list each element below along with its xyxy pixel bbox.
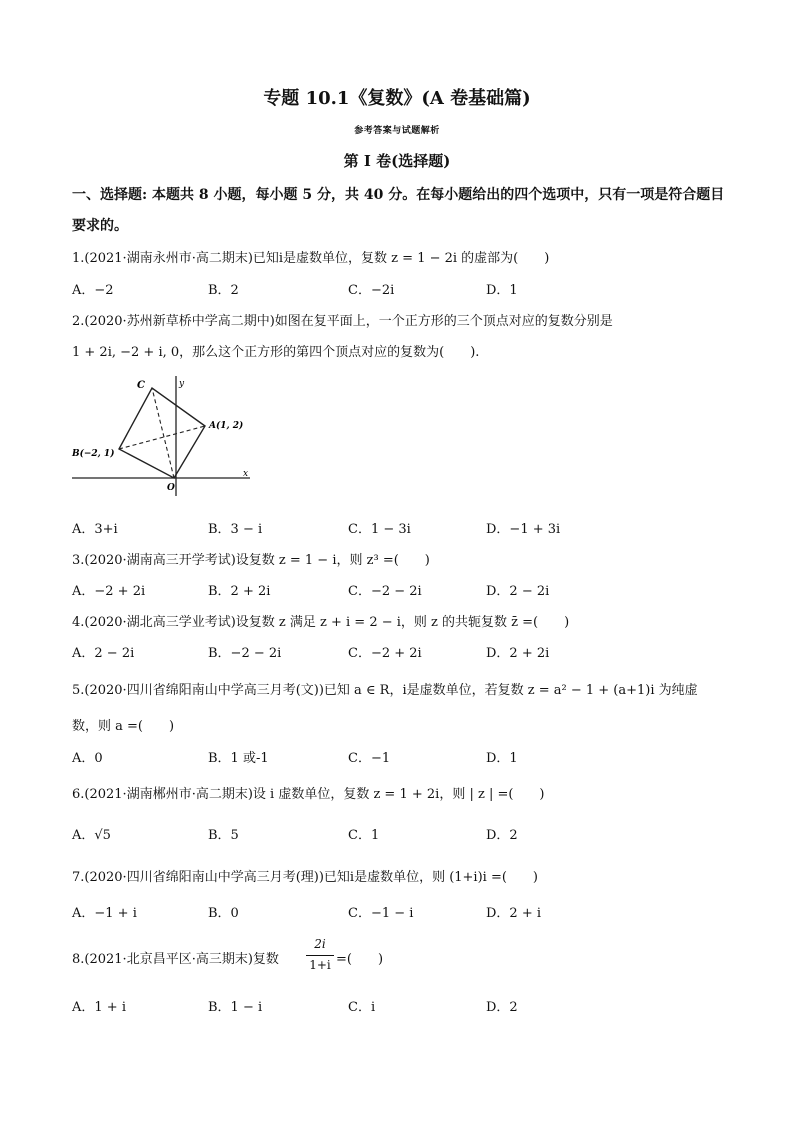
q6-option-a: A．√5 (72, 828, 111, 843)
q1-option-a: A．−2 (72, 283, 114, 298)
q5-option-c: C．−1 (348, 751, 391, 766)
label-c: C (137, 380, 145, 391)
question-5-line-2: 数，则 a =( ) (72, 719, 175, 734)
q3-option-a: A．−2 + 2i (72, 584, 146, 599)
q2-option-d: D．−1 + 3i (486, 522, 561, 537)
label-y: y (179, 379, 185, 389)
fraction-bar (306, 955, 334, 956)
q8-option-a: A．1 + i (72, 1000, 126, 1015)
square-outline (119, 388, 205, 478)
q6-option-c: C．1 (348, 828, 380, 843)
label-b: B(−2, 1) (72, 449, 115, 459)
label-x: x (243, 469, 249, 479)
fraction-numerator: 2i (314, 937, 326, 951)
question-6: 6.(2021·湖南郴州市·高二期末)设 i 虚数单位，复数 z = 1 + 2i，则 | z | =( ) (72, 787, 545, 802)
q1-option-d: D．1 (486, 283, 518, 298)
q2-option-c: C．1 − 3i (348, 522, 411, 537)
fraction-denominator: 1+i (309, 958, 331, 972)
q1-option-b: B．2 (208, 283, 239, 298)
q5-option-a: A．0 (72, 751, 103, 766)
question-5-line-1: 5.(2020·四川省绵阳南山中学高三月考(文))已知 a ∈ R，i是虚数单位，若复数 z = a² − 1 + (a+1)i 为纯虚 (72, 683, 698, 698)
q3-option-d: D．2 − 2i (486, 584, 550, 599)
q3-option-c: C．−2 − 2i (348, 584, 422, 599)
q4-option-d: D．2 + 2i (486, 646, 550, 661)
q7-option-a: A．−1 + i (72, 906, 137, 921)
label-a: A(1, 2) (209, 421, 244, 431)
question-1: 1.(2021·湖南永州市·高二期末)已知i是虚数单位，复数 z = 1 − 2i 的虚部为( ) (72, 251, 550, 266)
q6-option-b: B．5 (208, 828, 239, 843)
question-3: 3.(2020·湖南高三开学考试)设复数 z = 1 − i，则 z³ =( ) (72, 553, 430, 568)
question-4: 4.(2020·湖北高三学业考试)设复数 z 满足 z + i = 2 − i，则 z 的共轭复数 z̄ =( ) (72, 615, 570, 630)
q2-option-b: B．3 − i (208, 522, 263, 537)
page-title: 专题 10.1《复数》(A 卷基础篇) (263, 88, 531, 109)
question-8-suffix: =( ) (336, 952, 384, 967)
q1-option-c: C．−2i (348, 283, 395, 298)
q8-option-b: B．1 − i (208, 1000, 263, 1015)
q7-option-b: B．0 (208, 906, 239, 921)
q8-option-d: D．2 (486, 1000, 518, 1015)
q7-option-d: D．2 + i (486, 906, 542, 921)
square-diagram (70, 372, 260, 502)
volume-heading: 第 I 卷(选择题) (343, 152, 451, 170)
q2-option-a: A．3+i (72, 522, 118, 537)
q4-option-a: A．2 − 2i (72, 646, 135, 661)
q3-option-b: B．2 + 2i (208, 584, 271, 599)
question-2-line-1: 2.(2020·苏州新草桥中学高二期中)如图在复平面上，一个正方形的三个顶点对应的复数分别是 (72, 314, 613, 329)
q6-option-d: D．2 (486, 828, 518, 843)
q8-option-c: C．i (348, 1000, 376, 1015)
q5-option-b: B．1 或-1 (208, 751, 269, 766)
q5-option-d: D．1 (486, 751, 518, 766)
q7-option-c: C．−1 − i (348, 906, 414, 921)
question-8-prefix: 8.(2021·北京昌平区·高三期末)复数 (72, 952, 279, 967)
label-o: O (167, 483, 175, 493)
section-instructions: 一、选择题: 本题共 8 小题，每小题 5 分，共 40 分。在每小题给出的四个选项中，只有一项是符合题目要求的。 (72, 187, 725, 234)
question-7: 7.(2020·四川省绵阳南山中学高三月考(理))已知i是虚数单位，则 (1+i)i =( ) (72, 870, 538, 885)
q4-option-b: B．−2 − 2i (208, 646, 282, 661)
page-subtitle: 参考答案与试题解析 (354, 126, 440, 136)
q4-option-c: C．−2 + 2i (348, 646, 422, 661)
question-2-line-2: 1 + 2i, −2 + i, 0，那么这个正方形的第四个顶点对应的复数为( ). (72, 345, 480, 360)
